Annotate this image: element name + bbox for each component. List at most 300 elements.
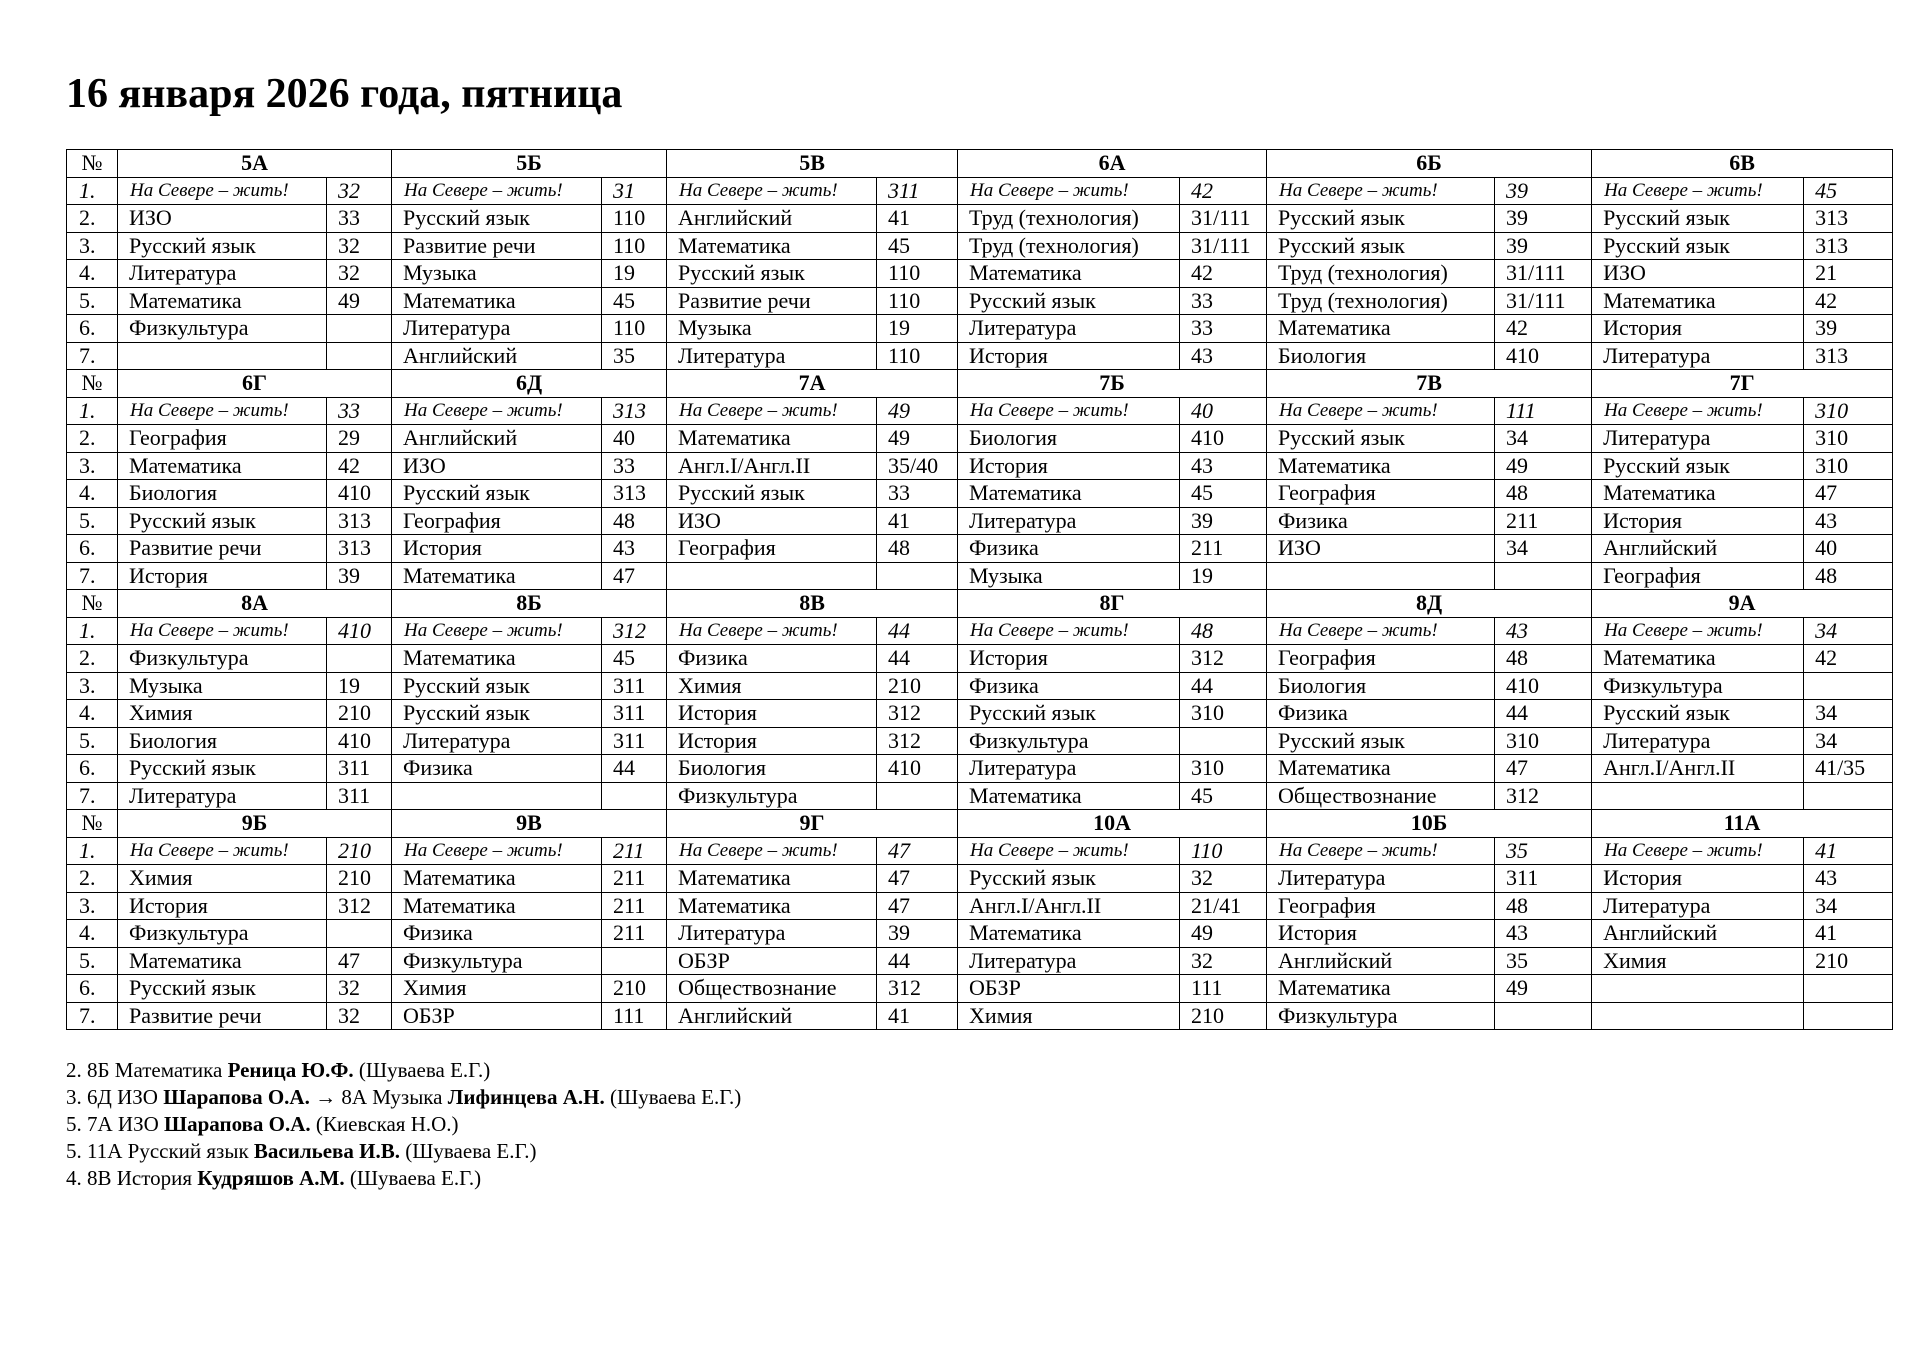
- note-text: 3. 6Д ИЗО: [66, 1085, 164, 1109]
- room-cell: 45: [1180, 782, 1267, 810]
- subject-cell: История: [118, 892, 327, 920]
- subject-cell: Биология: [958, 425, 1180, 453]
- room-cell: 47: [877, 837, 958, 865]
- subject-cell: На Севере – жить!: [118, 617, 327, 645]
- subject-cell: Математика: [1592, 480, 1804, 508]
- room-cell: 41: [877, 507, 958, 535]
- room-cell: [602, 782, 667, 810]
- subject-cell: Обществознание: [1267, 782, 1495, 810]
- lesson-number: 4.: [67, 480, 118, 508]
- subject-cell: Музыка: [118, 672, 327, 700]
- lesson-number: 7.: [67, 342, 118, 370]
- room-cell: 210: [327, 700, 392, 728]
- room-cell: [1804, 672, 1893, 700]
- subject-cell: Математика: [958, 782, 1180, 810]
- room-cell: [877, 782, 958, 810]
- room-cell: [1804, 975, 1893, 1003]
- subject-cell: История: [958, 342, 1180, 370]
- room-cell: 49: [1495, 452, 1592, 480]
- note-text: 5. 11А Русский язык: [66, 1139, 254, 1163]
- lesson-row: [67, 177, 1893, 205]
- room-cell: 311: [602, 672, 667, 700]
- subject-cell: ОБЗР: [667, 947, 877, 975]
- class-name: 8Б: [392, 590, 667, 618]
- room-cell: 41: [1804, 837, 1893, 865]
- room-cell: 312: [327, 892, 392, 920]
- subject-cell: Английский: [1592, 920, 1804, 948]
- room-cell: 29: [327, 425, 392, 453]
- subject-cell: На Севере – жить!: [958, 397, 1180, 425]
- note-text: (Шуваева Е.Г.): [344, 1166, 482, 1190]
- subject-cell: Литература: [1592, 727, 1804, 755]
- lesson-number: 4.: [67, 920, 118, 948]
- room-cell: 43: [1804, 865, 1893, 893]
- subject-cell: Химия: [667, 672, 877, 700]
- subject-cell: История: [667, 727, 877, 755]
- subject-cell: На Севере – жить!: [1592, 397, 1804, 425]
- lesson-row: [67, 315, 1893, 343]
- room-cell: 310: [1180, 755, 1267, 783]
- room-cell: 42: [327, 452, 392, 480]
- room-cell: 211: [602, 920, 667, 948]
- subject-cell: Англ.I/Англ.II: [1592, 755, 1804, 783]
- room-cell: 45: [602, 645, 667, 673]
- subject-cell: [1267, 562, 1495, 590]
- room-cell: 34: [1495, 425, 1592, 453]
- lesson-row: [67, 452, 1893, 480]
- subject-cell: Математика: [1267, 452, 1495, 480]
- lesson-row: [67, 535, 1893, 563]
- room-cell: 313: [602, 480, 667, 508]
- room-cell: 110: [877, 287, 958, 315]
- room-cell: 211: [602, 865, 667, 893]
- class-name: 6В: [1592, 150, 1893, 178]
- lesson-number: 6.: [67, 755, 118, 783]
- room-cell: 43: [602, 535, 667, 563]
- note-text: 5. 7А ИЗО: [66, 1112, 165, 1136]
- lesson-number: 1.: [67, 177, 118, 205]
- room-cell: 47: [602, 562, 667, 590]
- subject-cell: Русский язык: [118, 975, 327, 1003]
- room-cell: 210: [877, 672, 958, 700]
- room-cell: 210: [1180, 1002, 1267, 1030]
- subject-cell: Русский язык: [392, 205, 602, 233]
- room-cell: [327, 315, 392, 343]
- room-cell: 48: [877, 535, 958, 563]
- subject-cell: Математика: [667, 865, 877, 893]
- subject-cell: Музыка: [392, 260, 602, 288]
- room-cell: 111: [1180, 975, 1267, 1003]
- room-cell: 45: [1180, 480, 1267, 508]
- room-cell: 110: [602, 315, 667, 343]
- subject-cell: Русский язык: [1592, 205, 1804, 233]
- subject-cell: Русский язык: [1592, 232, 1804, 260]
- room-cell: 19: [877, 315, 958, 343]
- room-cell: 110: [1180, 837, 1267, 865]
- room-cell: 19: [1180, 562, 1267, 590]
- lesson-number: 2.: [67, 425, 118, 453]
- subject-cell: Математика: [958, 260, 1180, 288]
- room-cell: 39: [1495, 177, 1592, 205]
- room-cell: [1495, 562, 1592, 590]
- room-cell: 43: [1804, 507, 1893, 535]
- room-cell: 32: [1180, 865, 1267, 893]
- number-header: №: [67, 150, 118, 178]
- lesson-number: 6.: [67, 975, 118, 1003]
- lesson-row: [67, 480, 1893, 508]
- lesson-number: 4.: [67, 700, 118, 728]
- room-cell: [1180, 727, 1267, 755]
- room-cell: 31/111: [1180, 205, 1267, 233]
- room-cell: 44: [1180, 672, 1267, 700]
- room-cell: 39: [1495, 232, 1592, 260]
- subject-cell: Литература: [1267, 865, 1495, 893]
- subject-cell: Труд (технология): [1267, 287, 1495, 315]
- subject-cell: Литература: [958, 507, 1180, 535]
- subject-cell: ИЗО: [392, 452, 602, 480]
- subject-cell: На Севере – жить!: [118, 397, 327, 425]
- room-cell: [327, 645, 392, 673]
- room-cell: 110: [877, 260, 958, 288]
- room-cell: 311: [327, 755, 392, 783]
- room-cell: 31/111: [1495, 287, 1592, 315]
- lesson-row: [67, 287, 1893, 315]
- subject-cell: Развитие речи: [392, 232, 602, 260]
- class-name: 7В: [1267, 370, 1592, 398]
- room-cell: 47: [877, 865, 958, 893]
- lesson-row: [67, 205, 1893, 233]
- subject-cell: ИЗО: [667, 507, 877, 535]
- subject-cell: История: [1592, 507, 1804, 535]
- note-text: (Шуваева Е.Г.): [399, 1139, 537, 1163]
- room-cell: 33: [1180, 315, 1267, 343]
- lesson-number: 7.: [67, 1002, 118, 1030]
- room-cell: 410: [1495, 342, 1592, 370]
- class-name: 6Б: [1267, 150, 1592, 178]
- subject-cell: Физкультура: [392, 947, 602, 975]
- subject-cell: Литература: [958, 947, 1180, 975]
- room-cell: 40: [1804, 535, 1893, 563]
- subject-cell: Русский язык: [1267, 425, 1495, 453]
- subject-cell: Химия: [392, 975, 602, 1003]
- lesson-number: 5.: [67, 507, 118, 535]
- subject-cell: История: [958, 645, 1180, 673]
- subject-cell: Математика: [1592, 645, 1804, 673]
- room-cell: 34: [1495, 535, 1592, 563]
- room-cell: 40: [602, 425, 667, 453]
- class-name: 7Г: [1592, 370, 1893, 398]
- subject-cell: Физика: [958, 535, 1180, 563]
- subject-cell: Русский язык: [958, 865, 1180, 893]
- lesson-number: 5.: [67, 727, 118, 755]
- subject-cell: Физика: [958, 672, 1180, 700]
- lesson-number: 3.: [67, 892, 118, 920]
- room-cell: 35: [1495, 837, 1592, 865]
- subject-cell: Физкультура: [667, 782, 877, 810]
- room-cell: 32: [327, 1002, 392, 1030]
- lesson-row: [67, 865, 1893, 893]
- room-cell: 111: [602, 1002, 667, 1030]
- lesson-row: [67, 260, 1893, 288]
- subject-cell: Русский язык: [118, 232, 327, 260]
- room-cell: 44: [877, 645, 958, 673]
- subject-cell: Русский язык: [958, 287, 1180, 315]
- class-header-row: [67, 150, 1893, 178]
- class-name: 5Б: [392, 150, 667, 178]
- subject-cell: Русский язык: [1267, 232, 1495, 260]
- class-name: 8Д: [1267, 590, 1592, 618]
- subject-cell: Труд (технология): [958, 205, 1180, 233]
- subject-cell: Физика: [1267, 507, 1495, 535]
- note-text: 4. 8В История: [66, 1166, 198, 1190]
- lesson-number: 3.: [67, 672, 118, 700]
- subject-cell: История: [958, 452, 1180, 480]
- room-cell: 312: [877, 727, 958, 755]
- subject-cell: Литература: [1592, 342, 1804, 370]
- class-name: 6Г: [118, 370, 392, 398]
- subject-cell: На Севере – жить!: [667, 837, 877, 865]
- room-cell: 313: [602, 397, 667, 425]
- subject-cell: Биология: [1267, 342, 1495, 370]
- subject-cell: Литература: [958, 755, 1180, 783]
- room-cell: 313: [1804, 342, 1893, 370]
- lesson-number: 2.: [67, 865, 118, 893]
- subject-cell: [392, 782, 602, 810]
- lesson-number: 6.: [67, 315, 118, 343]
- subject-cell: Литература: [392, 315, 602, 343]
- room-cell: 310: [1495, 727, 1592, 755]
- room-cell: 48: [602, 507, 667, 535]
- room-cell: 310: [1804, 452, 1893, 480]
- room-cell: 47: [877, 892, 958, 920]
- room-cell: 48: [1495, 892, 1592, 920]
- room-cell: 312: [602, 617, 667, 645]
- room-cell: 311: [602, 727, 667, 755]
- substitution-note: [66, 1165, 741, 1192]
- subject-cell: Русский язык: [118, 755, 327, 783]
- subject-cell: Музыка: [958, 562, 1180, 590]
- substitution-note: [66, 1084, 741, 1111]
- subject-cell: История: [1267, 920, 1495, 948]
- subject-cell: Физкультура: [118, 645, 327, 673]
- lesson-row: [67, 617, 1893, 645]
- room-cell: 33: [877, 480, 958, 508]
- room-cell: [1495, 1002, 1592, 1030]
- class-name: 9Б: [118, 810, 392, 838]
- subject-cell: Физика: [392, 920, 602, 948]
- lesson-number: 5.: [67, 287, 118, 315]
- room-cell: 39: [327, 562, 392, 590]
- room-cell: 310: [1180, 700, 1267, 728]
- subject-cell: Физика: [667, 645, 877, 673]
- room-cell: 410: [327, 617, 392, 645]
- room-cell: 21/41: [1180, 892, 1267, 920]
- room-cell: 39: [877, 920, 958, 948]
- room-cell: 41/35: [1804, 755, 1893, 783]
- room-cell: 310: [1804, 397, 1893, 425]
- room-cell: 111: [1495, 397, 1592, 425]
- room-cell: 34: [1804, 892, 1893, 920]
- subject-cell: Математика: [392, 562, 602, 590]
- substitution-note: [66, 1111, 741, 1138]
- subject-cell: [667, 562, 877, 590]
- subject-cell: Математика: [1267, 315, 1495, 343]
- subject-cell: Англ.I/Англ.II: [667, 452, 877, 480]
- subject-cell: Литература: [118, 260, 327, 288]
- room-cell: [1804, 1002, 1893, 1030]
- subject-cell: Литература: [1592, 892, 1804, 920]
- lesson-row: [67, 645, 1893, 673]
- room-cell: 31: [602, 177, 667, 205]
- class-name: 6Д: [392, 370, 667, 398]
- room-cell: 312: [1180, 645, 1267, 673]
- subject-cell: Химия: [118, 700, 327, 728]
- room-cell: 31/111: [1180, 232, 1267, 260]
- subject-cell: Русский язык: [1592, 700, 1804, 728]
- room-cell: 410: [1495, 672, 1592, 700]
- room-cell: 33: [327, 397, 392, 425]
- lesson-row: [67, 342, 1893, 370]
- lesson-number: 7.: [67, 562, 118, 590]
- subject-cell: Физкультура: [118, 920, 327, 948]
- subject-cell: Математика: [392, 892, 602, 920]
- room-cell: 311: [1495, 865, 1592, 893]
- lesson-row: [67, 837, 1893, 865]
- class-name: 9А: [1592, 590, 1893, 618]
- room-cell: 210: [327, 865, 392, 893]
- room-cell: 32: [327, 260, 392, 288]
- subject-cell: Математика: [1267, 755, 1495, 783]
- subject-cell: Русский язык: [958, 700, 1180, 728]
- subject-cell: На Севере – жить!: [1592, 837, 1804, 865]
- class-name: 9В: [392, 810, 667, 838]
- note-text: (Шуваева Е.Г.): [604, 1085, 742, 1109]
- subject-cell: Английский: [667, 1002, 877, 1030]
- substitution-note: [66, 1057, 741, 1084]
- room-cell: 410: [877, 755, 958, 783]
- subject-cell: История: [392, 535, 602, 563]
- subject-cell: Математика: [118, 947, 327, 975]
- lesson-number: 2.: [67, 205, 118, 233]
- room-cell: 32: [1180, 947, 1267, 975]
- room-cell: 49: [877, 425, 958, 453]
- room-cell: 39: [1495, 205, 1592, 233]
- subject-cell: На Севере – жить!: [667, 617, 877, 645]
- class-name: 11А: [1592, 810, 1893, 838]
- subject-cell: Математика: [392, 865, 602, 893]
- subject-cell: Биология: [118, 480, 327, 508]
- subject-cell: Математика: [667, 232, 877, 260]
- lesson-row: [67, 397, 1893, 425]
- substitution-notes: [66, 1057, 741, 1192]
- room-cell: 49: [1180, 920, 1267, 948]
- class-name: 10А: [958, 810, 1267, 838]
- teacher-name: Шарапова О.А.: [163, 1085, 310, 1109]
- subject-cell: На Севере – жить!: [392, 837, 602, 865]
- subject-cell: География: [667, 535, 877, 563]
- room-cell: 31/111: [1495, 260, 1592, 288]
- lesson-number: 1.: [67, 397, 118, 425]
- teacher-name: Реница Ю.Ф.: [227, 1058, 354, 1082]
- lesson-number: 3.: [67, 452, 118, 480]
- lesson-row: [67, 672, 1893, 700]
- room-cell: 34: [1804, 700, 1893, 728]
- lesson-number: 6.: [67, 535, 118, 563]
- room-cell: 410: [327, 727, 392, 755]
- subject-cell: История: [1592, 315, 1804, 343]
- room-cell: 21: [1804, 260, 1893, 288]
- lesson-row: [67, 892, 1893, 920]
- subject-cell: История: [667, 700, 877, 728]
- room-cell: 42: [1804, 287, 1893, 315]
- room-cell: 47: [327, 947, 392, 975]
- room-cell: 39: [1804, 315, 1893, 343]
- room-cell: [877, 562, 958, 590]
- room-cell: 41: [877, 205, 958, 233]
- number-header: №: [67, 590, 118, 618]
- room-cell: 410: [1180, 425, 1267, 453]
- class-name: 10Б: [1267, 810, 1592, 838]
- lesson-row: [67, 975, 1893, 1003]
- room-cell: 34: [1804, 727, 1893, 755]
- subject-cell: На Севере – жить!: [1267, 397, 1495, 425]
- room-cell: 44: [1495, 700, 1592, 728]
- room-cell: 48: [1495, 480, 1592, 508]
- room-cell: 211: [602, 892, 667, 920]
- room-cell: [327, 342, 392, 370]
- room-cell: 210: [602, 975, 667, 1003]
- room-cell: 32: [327, 177, 392, 205]
- subject-cell: Биология: [1267, 672, 1495, 700]
- lesson-number: 1.: [67, 617, 118, 645]
- subject-cell: Математика: [1267, 975, 1495, 1003]
- subject-cell: На Севере – жить!: [1267, 837, 1495, 865]
- subject-cell: Химия: [958, 1002, 1180, 1030]
- room-cell: 32: [327, 975, 392, 1003]
- lesson-row: [67, 232, 1893, 260]
- subject-cell: ИЗО: [118, 205, 327, 233]
- subject-cell: Английский: [1267, 947, 1495, 975]
- subject-cell: Физкультура: [1267, 1002, 1495, 1030]
- page-title: 16 января 2026 года, пятница: [66, 71, 623, 117]
- subject-cell: География: [1267, 480, 1495, 508]
- subject-cell: Русский язык: [1267, 205, 1495, 233]
- subject-cell: [1592, 1002, 1804, 1030]
- schedule-table: [66, 149, 1893, 1030]
- class-name: 7Б: [958, 370, 1267, 398]
- subject-cell: Математика: [958, 920, 1180, 948]
- note-text: → 8А Музыка: [309, 1085, 448, 1109]
- room-cell: 44: [877, 617, 958, 645]
- subject-cell: Математика: [667, 425, 877, 453]
- subject-cell: Математика: [667, 892, 877, 920]
- room-cell: 211: [1180, 535, 1267, 563]
- class-header-row: [67, 810, 1893, 838]
- note-text: (Киевская Н.О.): [310, 1112, 459, 1136]
- room-cell: 211: [1495, 507, 1592, 535]
- subject-cell: Русский язык: [392, 672, 602, 700]
- subject-cell: [118, 342, 327, 370]
- room-cell: 45: [1804, 177, 1893, 205]
- subject-cell: Физкультура: [958, 727, 1180, 755]
- room-cell: 34: [1804, 617, 1893, 645]
- subject-cell: Литература: [667, 920, 877, 948]
- subject-cell: География: [1267, 892, 1495, 920]
- number-header: №: [67, 370, 118, 398]
- room-cell: 48: [1804, 562, 1893, 590]
- subject-cell: Труд (технология): [1267, 260, 1495, 288]
- room-cell: 44: [602, 755, 667, 783]
